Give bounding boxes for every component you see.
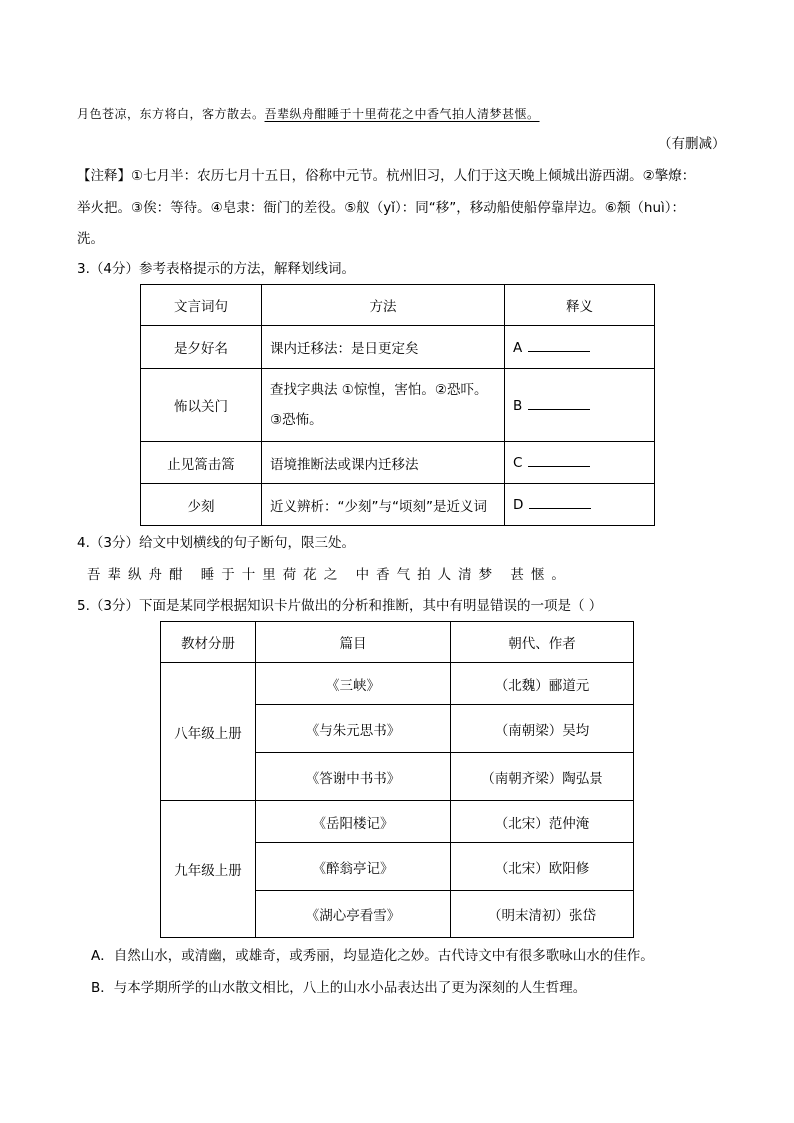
q5-author: （明末清初）张岱 — [451, 891, 634, 938]
q5-book-cell: 九年级上册 — [161, 801, 256, 938]
q3-answer-cell — [505, 369, 655, 442]
q4-stem: 4.（3分）给文中划横线的句子断句，限三处。 — [77, 535, 355, 551]
q5-author: （北宋）范仲淹 — [451, 801, 634, 843]
q5-author: （北宋）欧阳修 — [451, 843, 634, 891]
q3-table — [140, 284, 655, 526]
q3-phrase: 怖以关门 — [141, 369, 262, 442]
q3-phrase: 止见篙击篙 — [141, 442, 262, 484]
method-line: ③恐怖。 — [270, 412, 323, 428]
q5-author: （南朝齐梁）陶弘景 — [451, 753, 634, 801]
q3-phrase: 少刻 — [141, 484, 262, 526]
q3-row — [141, 369, 655, 442]
answer-blank[interactable] — [528, 454, 590, 467]
source-note: （有删减） — [658, 136, 726, 152]
q5-title: 《答谢中书书》 — [256, 753, 451, 801]
answer-blank[interactable] — [529, 496, 591, 509]
answer-letter: A — [513, 339, 523, 356]
underlined-sentence: 吾辈纵舟酣睡于十里荷花之中香气拍人清梦甚惬。 — [264, 107, 540, 121]
q5-header-book: 教材分册 — [161, 622, 256, 663]
notes-line-1: 【注释】①七月半：农历七月十五日，俗称中元节。杭州旧习，人们于这天晚上倾城出游西湖。②擎燎： — [77, 168, 696, 184]
q3-header-phrase: 文言词句 — [141, 285, 262, 326]
q3-method — [262, 369, 505, 442]
method-line: 查找字典法 ①惊惶，害怕。②恐吓。 — [270, 382, 488, 398]
q5-header-author: 朝代、作者 — [451, 622, 634, 663]
q5-title: 《岳阳楼记》 — [256, 801, 451, 843]
q5-title: 《与朱元思书》 — [256, 705, 451, 753]
q5-title: 《湖心亭看雪》 — [256, 891, 451, 938]
q3-answer-cell — [505, 484, 655, 526]
q3-stem: 3.（4分）参考表格提示的方法，解释划线词。 — [77, 261, 355, 277]
passage-prefix: 月色苍凉，东方将白，客方散去。 — [77, 107, 265, 121]
answer-blank[interactable] — [528, 397, 590, 410]
q5-table — [160, 621, 634, 938]
q5-author: （南朝梁）吴均 — [451, 705, 634, 753]
q5-header-title: 篇目 — [256, 622, 451, 663]
q4-sentence: 吾辈纵舟酣 睡于十里荷花之 中香气拍人清梦 甚惬。 — [87, 567, 572, 583]
q5-row — [161, 663, 634, 705]
q5-header-row — [161, 622, 634, 663]
answer-letter: C — [513, 455, 523, 471]
q3-phrase: 是夕好名 — [141, 326, 262, 369]
q3-method: 语境推断法或课内迁移法 — [262, 442, 505, 484]
q3-row — [141, 442, 655, 484]
q5-option-a[interactable]: A．自然山水，或清幽，或雄奇，或秀丽，均显造化之妙。古代诗文中有很多歌咏山水的佳作。 — [91, 948, 654, 964]
q3-answer-cell — [505, 442, 655, 484]
q3-answer-cell — [505, 326, 655, 369]
q3-header-row — [141, 285, 655, 326]
q5-stem: 5.（3分）下面是某同学根据知识卡片做出的分析和推断，其中有明显错误的一项是（ ） — [77, 598, 603, 614]
q3-row — [141, 484, 655, 526]
q5-author: （北魏）郦道元 — [451, 663, 634, 705]
notes-line-3: 洗。 — [77, 231, 104, 247]
passage-line — [77, 104, 540, 124]
answer-letter: D — [513, 497, 524, 513]
q3-method: 课内迁移法：是日更定矣 — [262, 326, 505, 369]
answer-letter: B — [513, 397, 523, 414]
answer-blank[interactable] — [528, 339, 590, 352]
q5-book-cell: 八年级上册 — [161, 663, 256, 801]
q3-header-method: 方法 — [262, 285, 505, 326]
q5-title: 《三峡》 — [256, 663, 451, 705]
q3-method: 近义辨析：“少刻”与“顷刻”是近义词 — [262, 484, 505, 526]
q5-row — [161, 801, 634, 843]
notes-line-2: 举火把。③俟：等待。④皂隶：衙门的差役。⑤舣（yǐ）：同“移”，移动船使船停靠岸边。⑥颒（huì）： — [77, 200, 685, 216]
q3-header-answer: 释义 — [505, 285, 655, 326]
q3-row — [141, 326, 655, 369]
q5-option-b[interactable]: B．与本学期所学的山水散文相比，八上的山水小品表达出了更为深刻的人生哲理。 — [91, 980, 587, 996]
q5-title: 《醉翁亭记》 — [256, 843, 451, 891]
